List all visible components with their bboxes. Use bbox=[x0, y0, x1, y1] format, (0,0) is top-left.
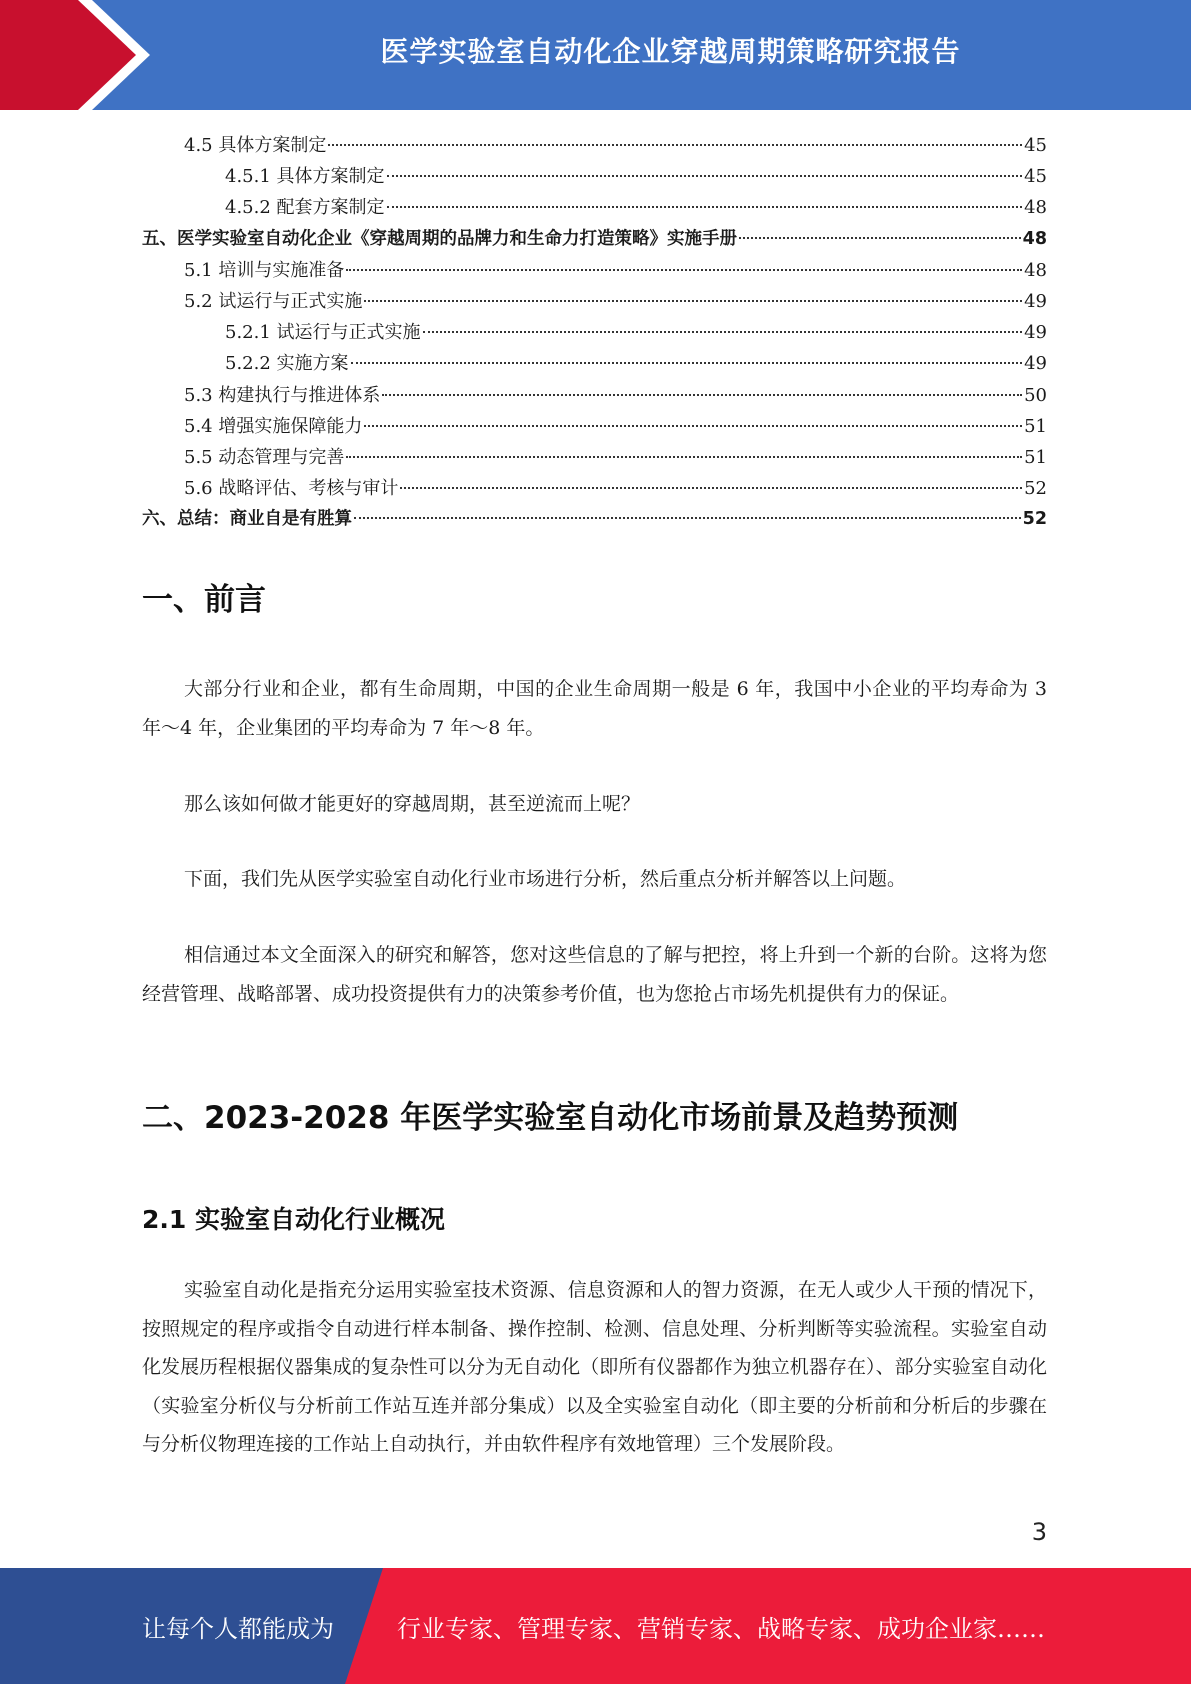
toc-entry-title: 5.2 试运行与正式实施 bbox=[184, 290, 363, 312]
toc-entry-page: 51 bbox=[1024, 446, 1047, 468]
toc-entry-title: 5.3 构建执行与推进体系 bbox=[184, 384, 381, 406]
toc-entry-title: 五、医学实验室自动化企业《穿越周期的品牌力和生命力打造策略》实施手册 bbox=[142, 228, 737, 249]
footer-slogan-left: 让每个人都能成为 bbox=[142, 1614, 334, 1643]
toc-entry-page: 49 bbox=[1024, 353, 1047, 375]
toc-dot-leader bbox=[351, 362, 1023, 364]
toc-dot-leader bbox=[423, 331, 1023, 333]
toc-entry[interactable] bbox=[142, 411, 1047, 442]
toc-entry[interactable] bbox=[142, 286, 1047, 317]
toc-entry[interactable] bbox=[142, 380, 1047, 411]
toc-entry-page: 49 bbox=[1024, 322, 1047, 344]
paragraph: 实验室自动化是指充分运用实验室技术资源、信息资源和人的智力资源，在无人或少人干预的情况下，按照规定的程序或指令自动进行样本制备、操作控制、检测、信息处理、分析判断等实验流程。实验室自动化发展历程根据仪器集成的复杂性可以分为无自动化（即所有仪器都作为独立机器存在）、部分实验室自动化（实验室分析仪与分析前工作站互连并部分集成）以及全实验室自动化（即主要的分析前和分析后的步骤在与分析仪物理连接的工作站上自动执行，并由软件程序有效地管理）三个发展阶段。 bbox=[142, 1279, 1047, 1455]
toc-entry[interactable] bbox=[142, 442, 1047, 473]
toc-entry-title: 5.5 动态管理与完善 bbox=[184, 446, 345, 468]
section-heading-preface: 一、前言 bbox=[142, 582, 266, 618]
page-footer bbox=[0, 1568, 1191, 1684]
table-of-contents bbox=[142, 130, 1047, 535]
paragraph: 下面，我们先从医学实验室自动化行业市场进行分析，然后重点分析并解答以上问题。 bbox=[184, 868, 907, 890]
toc-entry[interactable] bbox=[142, 224, 1047, 255]
page-number: 3 bbox=[1031, 1518, 1047, 1546]
paragraph: 那么该如何做才能更好的穿越周期，甚至逆流而上呢？ bbox=[184, 793, 641, 815]
toc-dot-leader bbox=[387, 175, 1023, 177]
toc-entry-title: 4.5 具体方案制定 bbox=[184, 135, 327, 156]
toc-entry-title: 5.6 战略评估、考核与审计 bbox=[184, 478, 399, 500]
page-header bbox=[0, 0, 1191, 110]
toc-entry-page: 45 bbox=[1024, 166, 1047, 188]
toc-entry-page: 48 bbox=[1024, 259, 1047, 281]
toc-entry[interactable] bbox=[142, 192, 1047, 223]
paragraph: 相信通过本文全面深入的研究和解答，您对这些信息的了解与把控，将上升到一个新的台阶。这将为您经营管理、战略部署、成功投资提供有力的决策参考价值，也为您抢占市场先机提供有力的保证。 bbox=[142, 944, 1047, 1005]
toc-entry[interactable] bbox=[142, 473, 1047, 504]
toc-entry-title: 5.2.1 试运行与正式实施 bbox=[225, 322, 421, 344]
footer-slogan-right: 行业专家、管理专家、营销专家、战略专家、成功企业家…… bbox=[397, 1614, 1045, 1643]
toc-dot-leader bbox=[354, 517, 1021, 519]
toc-entry-title: 六、总结：商业自是有胜算 bbox=[142, 509, 352, 530]
toc-entry-page: 51 bbox=[1024, 415, 1047, 437]
toc-dot-leader bbox=[739, 237, 1021, 239]
toc-entry[interactable] bbox=[142, 504, 1047, 535]
toc-entry-page: 52 bbox=[1022, 509, 1047, 530]
toc-entry[interactable] bbox=[142, 317, 1047, 348]
toc-entry[interactable] bbox=[142, 348, 1047, 379]
toc-dot-leader bbox=[346, 269, 1022, 271]
toc-entry-page: 48 bbox=[1024, 197, 1047, 219]
toc-entry-title: 5.2.2 实施方案 bbox=[225, 353, 349, 375]
toc-entry-title: 5.1 培训与实施准备 bbox=[184, 259, 345, 281]
toc-entry-title: 4.5.2 配套方案制定 bbox=[225, 197, 385, 219]
paragraph: 大部分行业和企业，都有生命周期，中国的企业生命周期一般是 6 年，我国中小企业的平均寿命为 3 年～4 年，企业集团的平均寿命为 7 年～8 年。 bbox=[142, 678, 1047, 739]
toc-entry[interactable] bbox=[142, 130, 1047, 161]
toc-entry-page: 50 bbox=[1024, 384, 1047, 406]
toc-dot-leader bbox=[400, 487, 1022, 489]
toc-dot-leader bbox=[364, 300, 1022, 302]
toc-entry[interactable] bbox=[142, 161, 1047, 192]
toc-dot-leader bbox=[382, 394, 1022, 396]
toc-dot-leader bbox=[364, 425, 1022, 427]
toc-dot-leader bbox=[328, 144, 1022, 146]
subsection-heading: 2.1 实验室自动化行业概况 bbox=[142, 1205, 445, 1234]
toc-dot-leader bbox=[387, 206, 1023, 208]
toc-entry-page: 45 bbox=[1024, 135, 1047, 156]
toc-dot-leader bbox=[346, 456, 1022, 458]
toc-entry-page: 52 bbox=[1024, 478, 1047, 500]
toc-entry-page: 48 bbox=[1022, 228, 1047, 249]
section-heading-market-forecast: 二、2023-2028 年医学实验室自动化市场前景及趋势预测 bbox=[142, 1100, 959, 1136]
toc-entry-page: 49 bbox=[1024, 290, 1047, 312]
toc-entry-title: 4.5.1 具体方案制定 bbox=[225, 166, 385, 188]
toc-entry-title: 5.4 增强实施保障能力 bbox=[184, 415, 363, 437]
toc-entry[interactable] bbox=[142, 255, 1047, 286]
header-title: 医学实验室自动化企业穿越周期策略研究报告 bbox=[380, 35, 961, 68]
